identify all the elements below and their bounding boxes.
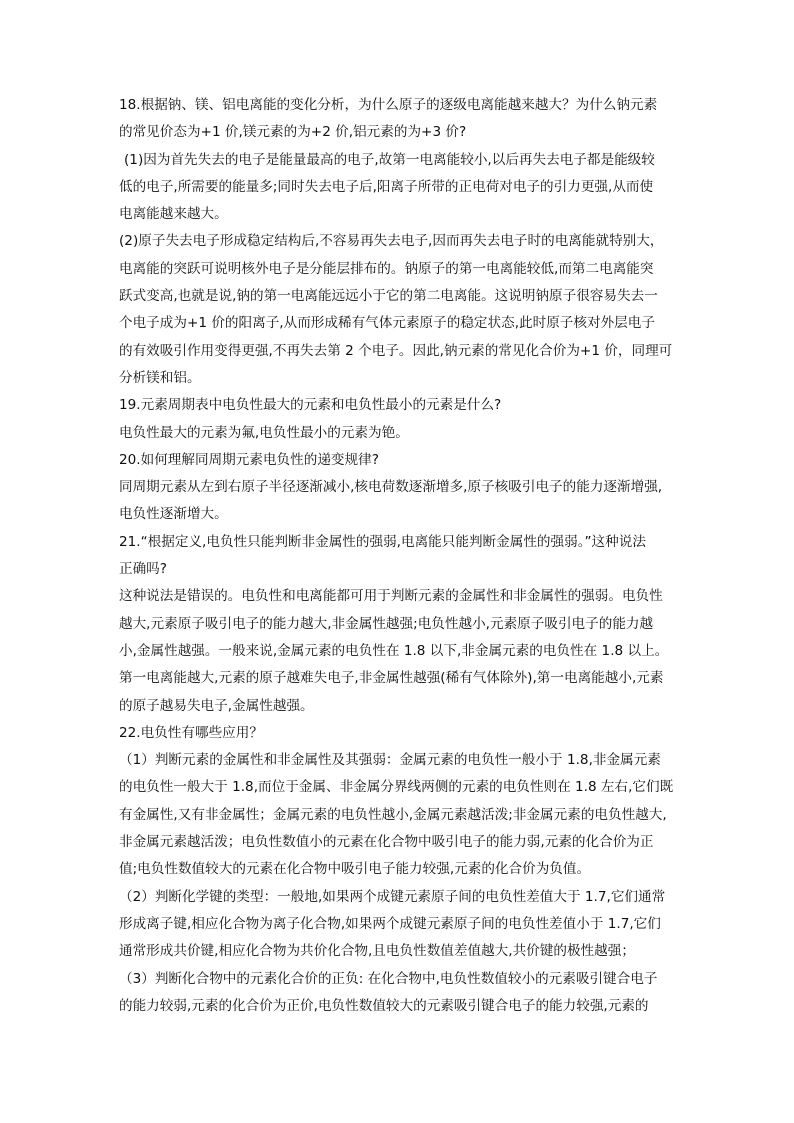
question-18-line-1: 18.根据钠、镁、铝电离能的变化分析，为什么原子的逐级电离能越来越大？为什么钠元素 bbox=[119, 97, 658, 113]
question-20: 20.如何理解同周期元素电负性的递变规律? bbox=[119, 451, 379, 468]
answer-18-part-2-line-3: 跃式变高,也就是说,钠的第一电离能远远小于它的第二电离能。这说明钠原子很容易失去一 bbox=[119, 288, 658, 305]
answer-21-line-4: 第一电离能越大,元素的原子越难失电子,非金属性越强(稀有气体除外),第一电离能越小,元素 bbox=[119, 670, 664, 687]
answer-22-part-1-line-4: 非金属元素越活泼；电负性数值小的元素在化合物中吸引电子的能力弱,元素的化合价为正 bbox=[119, 834, 654, 851]
answer-21-line-5: 的原子越易失电子,金属性越强。 bbox=[119, 697, 314, 714]
answer-22-part-1-line-1: （1）判断元素的金属性和非金属性及其强弱：金属元素的电负性一般小于 1.8,非金属元素 bbox=[119, 752, 661, 769]
answer-20-line-1: 同周期元素从左到右原子半径逐渐减小,核电荷数逐渐增多,原子核吸引电子的能力逐渐增强, bbox=[119, 479, 663, 496]
document-body bbox=[119, 92, 681, 1020]
answer-18-part-2-line-2: 电离能的突跃可说明核外电子是分能层排布的。钠原子的第一电离能较低,而第二电离能突 bbox=[119, 260, 654, 277]
answer-22-part-2-line-2: 形成离子键,相应化合物为离子化合物,如果两个成键元素原子间的电负性差值小于 1.7,它们 bbox=[119, 915, 661, 932]
answer-21-line-2: 越大,元素原子吸引电子的能力越大,非金属性越强;电负性越小,元素原子吸引电子的能力越 bbox=[119, 615, 654, 632]
answer-18-part-1-line-1: (1)因为首先失去的电子是能量最高的电子,故第一电离能较小,以后再失去电子都是能级较 bbox=[124, 151, 655, 168]
answer-22-part-2-line-3: 通常形成共价键,相应化合物为共价化合物,且电负性数值差值越大,共价键的极性越强； bbox=[119, 943, 635, 960]
question-21-line-2: 正确吗? bbox=[119, 561, 167, 578]
answer-18-part-2-line-1: (2)原子失去电子形成稳定结构后,不容易再失去电子,因而再失去电子时的电离能就特别大， bbox=[119, 233, 664, 250]
answer-22-part-1-line-5: 值;电负性数值较大的元素在化合物中吸引电子能力较强,元素的化合价为负值。 bbox=[119, 861, 591, 878]
question-22: 22.电负性有哪些应用？ bbox=[119, 724, 263, 741]
answer-18-part-1-line-2: 低的电子,所需要的能量多;同时失去电子后,阳离子所带的正电荷对电子的引力更强,从而使 bbox=[119, 178, 654, 195]
answer-22-part-1-line-2: 的电负性一般大于 1.8,而位于金属、非金属分界线两侧的元素的电负性则在 1.8 左右,它们既 bbox=[119, 779, 674, 796]
answer-18-part-1-line-3: 电离能越来越大。 bbox=[119, 206, 228, 223]
question-21-line-1: 21.“根据定义,电负性只能判断非金属性的强弱,电离能只能判断金属性的强弱。”这种说法 bbox=[119, 533, 646, 550]
answer-18-part-2-line-5: 的有效吸引作用变得更强,不再失去第 2 个电子。因此,钠元素的常见化合价为+1 价，同理可 bbox=[119, 342, 673, 359]
answer-22-part-3-line-1: （3）判断化合物中的元素化合价的正负: 在化合物中,电负性数值较小的元素吸引键合电子 bbox=[119, 970, 658, 987]
answer-22-part-1-line-3: 有金属性,又有非金属性；金属元素的电负性越小,金属元素越活泼;非金属元素的电负性越大, bbox=[119, 806, 667, 823]
answer-21-line-3: 小,金属性越强。一般来说,金属元素的电负性在 1.8 以下,非金属元素的电负性在 1.8 以上。 bbox=[119, 642, 669, 659]
question-19: 19.元素周期表中电负性最大的元素和电负性最小的元素是什么? bbox=[119, 397, 502, 414]
answer-22-part-2-line-1: （2）判断化学键的类型：一般地,如果两个成键元素原子间的电负性差值大于 1.7,它们通常 bbox=[119, 888, 666, 905]
answer-18-part-2-line-6: 分析镁和铝。 bbox=[119, 369, 201, 386]
answer-21-line-1: 这种说法是错误的。电负性和电离能都可用于判断元素的金属性和非金属性的强弱。电负性 bbox=[119, 588, 663, 605]
answer-19: 电负性最大的元素为氟,电负性最小的元素为铯。 bbox=[119, 424, 409, 441]
answer-20-line-2: 电负性逐渐增大。 bbox=[119, 506, 228, 523]
answer-18-part-2-line-4: 个电子成为+1 价的阳离子,从而形成稀有气体元素原子的稳定状态,此时原子核对外层电子 bbox=[119, 315, 655, 332]
answer-22-part-3-line-2: 的能力较弱,元素的化合价为正价,电负性数值较大的元素吸引键合电子的能力较强,元素的 bbox=[119, 997, 649, 1014]
question-18-line-2: 的常见价态为+1 价,镁元素的为+2 价,铝元素的为+3 价? bbox=[119, 124, 467, 141]
